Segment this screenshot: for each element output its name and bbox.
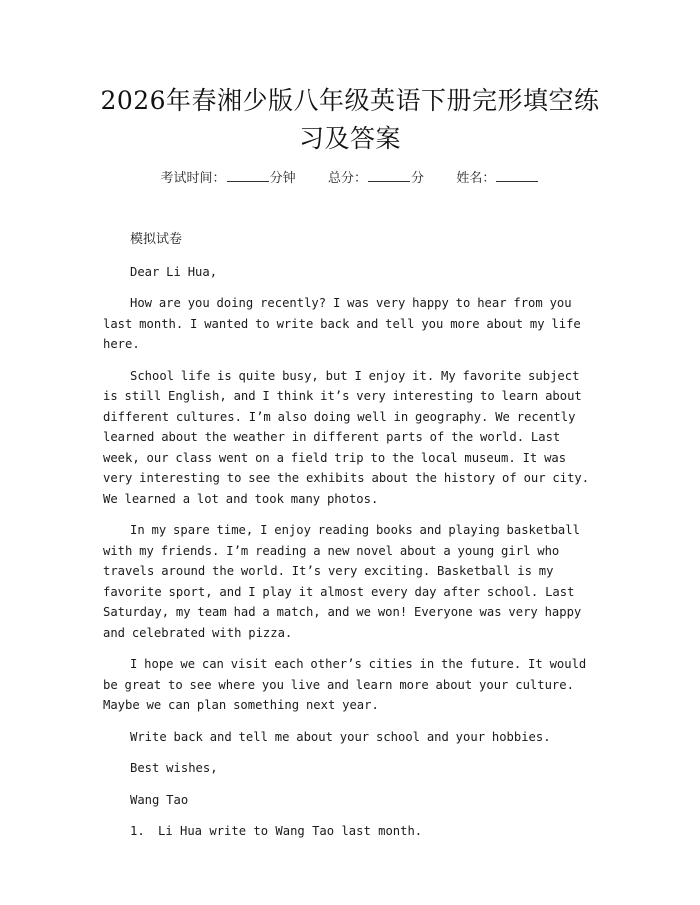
letter-paragraph: Write back and tell me about your school and your hobbies. [130, 729, 551, 744]
question-item [103, 821, 593, 842]
exam-info-line [0, 169, 700, 188]
section-label: 模拟试卷 [130, 232, 183, 247]
letter-signature: Wang Tao [130, 792, 189, 807]
total-score-label: 总分： [327, 171, 367, 186]
document-title: 2026年春湘少版八年级英语下册完形填空练习及答案 [100, 86, 600, 153]
total-score-blank [368, 169, 410, 182]
question-number: 1. [130, 824, 145, 838]
letter-paragraph: School life is quite busy, but I enjoy it. My favorite subject is still English, and I think it’s very interesting to learn about different cultures. I’m also doing well in geography. We recently learned about the weather in different parts of the world. Last week, our class went on a field trip to the local museum. It was very interesting to see the exhibits about the history of our city. We learned a lot and took many photos. [103, 368, 590, 506]
exam-time-field [161, 169, 296, 188]
student-name-label: 姓名： [456, 171, 496, 186]
exam-time-unit: 分钟 [269, 171, 296, 186]
letter-paragraph: I hope we can visit each other’s cities in the future. It would be great to see where you live and learn more about your culture. Maybe we can plan something next year. [103, 657, 587, 712]
letter-paragraph: How are you doing recently? I was very happy to hear from you last month. I wanted to write back and tell you more about my life here. [103, 296, 581, 351]
exam-time-blank [227, 169, 269, 182]
total-score-unit: 分 [411, 171, 425, 186]
exam-time-label: 考试时间： [160, 171, 226, 186]
letter-closing: Best wishes, [130, 761, 218, 775]
passage-body [103, 230, 593, 842]
question-text: Li Hua write to Wang Tao last month. [158, 824, 423, 838]
student-name-field [456, 169, 539, 188]
total-score-field [328, 169, 424, 188]
student-name-blank [496, 169, 538, 182]
letter-paragraph: In my spare time, I enjoy reading books and playing basketball with my friends. I’m reading a new novel about a young girl who travels around the world. It’s very exciting. Basketball is my favorite sport, and I play it almost every day after school. Last Saturday, my team had a match, and we won! Everyone was very happy and celebrated with pizza. [103, 523, 582, 640]
letter-greeting: Dear Li Hua, [130, 264, 218, 279]
